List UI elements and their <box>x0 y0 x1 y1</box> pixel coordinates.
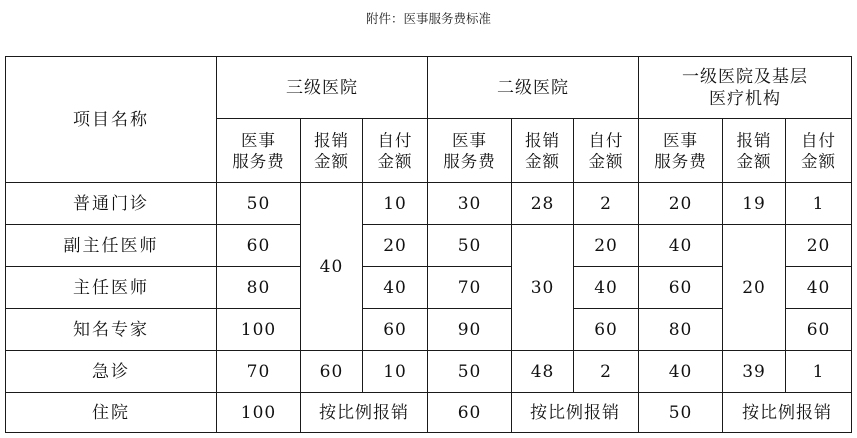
cell-tier1-fee: 20 <box>639 183 723 225</box>
cell-tier1-reimb-merged: 20 <box>723 225 786 351</box>
subheader-line: 自付 <box>801 130 837 150</box>
subheader-line: 服务费 <box>654 151 707 171</box>
subheader-line: 金额 <box>801 151 837 171</box>
cell-tier1-reimb: 19 <box>723 183 786 225</box>
document-caption: 附件：医事服务费标准 <box>365 11 491 26</box>
cell-tier1-fee: 40 <box>639 225 723 267</box>
cell-tier2-reimb: 28 <box>512 183 574 225</box>
cell-tier1-reimb-proportional: 按比例报销 <box>723 393 852 433</box>
cell-tier3-self: 10 <box>363 351 428 393</box>
cell-tier3-self: 10 <box>363 183 428 225</box>
cell-tier3-fee: 100 <box>217 393 301 433</box>
cell-tier2-fee: 90 <box>428 309 512 351</box>
subheader-reimbursement <box>301 119 363 183</box>
subheader-line: 自付 <box>588 130 624 150</box>
header-tier2-hospital: 二级医院 <box>428 57 639 119</box>
subheader-line: 金额 <box>314 151 349 171</box>
row-label-renowned-expert: 知名专家 <box>6 309 217 351</box>
subheader-reimbursement <box>512 119 574 183</box>
cell-tier2-fee: 60 <box>428 393 512 433</box>
subheader-line: 医事 <box>452 130 488 150</box>
row-label-general-outpatient: 普通门诊 <box>6 183 217 225</box>
cell-tier2-reimb-merged: 30 <box>512 225 574 351</box>
header-item-name: 项目名称 <box>6 57 217 183</box>
subheader-self-pay <box>363 119 428 183</box>
cell-tier3-self: 20 <box>363 225 428 267</box>
subheader-line: 医事 <box>241 130 276 150</box>
cell-tier3-reimb-proportional: 按比例报销 <box>301 393 428 433</box>
subheader-self-pay <box>786 119 852 183</box>
subheader-line: 医事 <box>663 130 699 150</box>
table-row <box>6 393 852 433</box>
header-tier1-line1: 一级医院及基层 <box>682 66 809 87</box>
cell-tier2-reimb: 48 <box>512 351 574 393</box>
cell-tier2-fee: 50 <box>428 225 512 267</box>
cell-tier3-self: 60 <box>363 309 428 351</box>
row-label-emergency: 急诊 <box>6 351 217 393</box>
subheader-service-fee <box>217 119 301 183</box>
subheader-line: 金额 <box>377 151 413 171</box>
subheader-service-fee <box>428 119 512 183</box>
cell-tier1-self: 1 <box>786 351 852 393</box>
cell-tier2-fee: 30 <box>428 183 512 225</box>
row-label-chief-physician: 主任医师 <box>6 267 217 309</box>
cell-tier3-fee: 50 <box>217 183 301 225</box>
cell-tier2-self: 2 <box>574 183 639 225</box>
cell-tier3-fee: 60 <box>217 225 301 267</box>
subheader-line: 金额 <box>736 151 772 171</box>
table-row <box>6 183 852 225</box>
header-tier1-line2: 医疗机构 <box>709 88 782 109</box>
subheader-line: 金额 <box>525 151 561 171</box>
row-label-inpatient: 住院 <box>6 393 217 433</box>
subheader-line: 报销 <box>736 130 772 150</box>
cell-tier2-self: 60 <box>574 309 639 351</box>
cell-tier3-fee: 100 <box>217 309 301 351</box>
subheader-self-pay <box>574 119 639 183</box>
subheader-line: 服务费 <box>443 151 496 171</box>
subheader-reimbursement <box>723 119 786 183</box>
cell-tier2-fee: 70 <box>428 267 512 309</box>
cell-tier3-reimb: 60 <box>301 351 363 393</box>
cell-tier1-fee: 60 <box>639 267 723 309</box>
header-tier3-hospital: 三级医院 <box>217 57 428 119</box>
subheader-line: 报销 <box>314 130 349 150</box>
cell-tier2-self: 20 <box>574 225 639 267</box>
cell-tier1-fee: 40 <box>639 351 723 393</box>
row-label-associate-chief: 副主任医师 <box>6 225 217 267</box>
medical-service-fee-table <box>5 56 852 433</box>
table-row <box>6 351 852 393</box>
cell-tier3-fee: 80 <box>217 267 301 309</box>
cell-tier1-reimb: 39 <box>723 351 786 393</box>
cell-tier2-reimb-proportional: 按比例报销 <box>512 393 639 433</box>
cell-tier2-self: 2 <box>574 351 639 393</box>
cell-tier3-self: 40 <box>363 267 428 309</box>
subheader-line: 自付 <box>377 130 413 150</box>
subheader-line: 报销 <box>525 130 561 150</box>
subheader-line: 服务费 <box>232 151 285 171</box>
cell-tier2-self: 40 <box>574 267 639 309</box>
cell-tier1-self: 1 <box>786 183 852 225</box>
table-row <box>6 225 852 267</box>
header-tier1-hospital <box>639 57 852 119</box>
cell-tier1-fee: 50 <box>639 393 723 433</box>
cell-tier3-reimb-merged: 40 <box>301 183 363 351</box>
cell-tier1-fee: 80 <box>639 309 723 351</box>
header-row-groups <box>6 57 852 119</box>
cell-tier3-fee: 70 <box>217 351 301 393</box>
cell-tier1-self: 60 <box>786 309 852 351</box>
cell-tier1-self: 40 <box>786 267 852 309</box>
subheader-line: 金额 <box>588 151 624 171</box>
cell-tier2-fee: 50 <box>428 351 512 393</box>
subheader-service-fee <box>639 119 723 183</box>
cell-tier1-self: 20 <box>786 225 852 267</box>
